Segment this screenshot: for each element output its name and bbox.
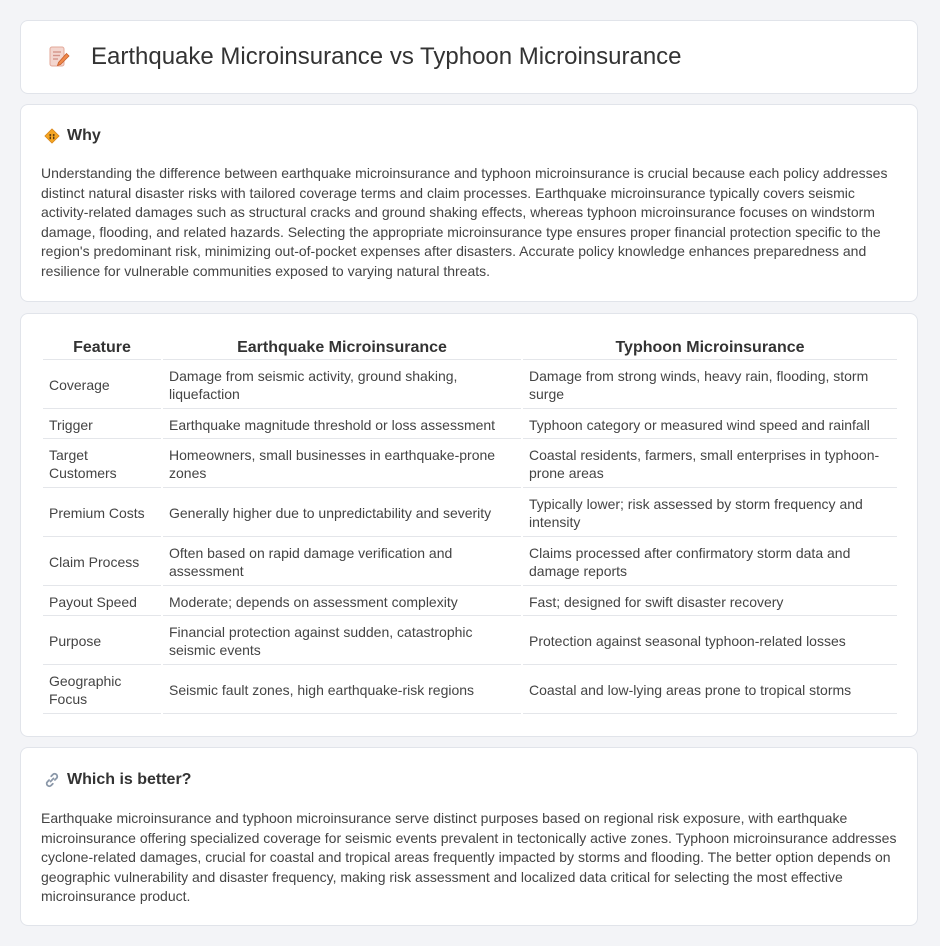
typhoon-cell: Typically lower; risk assessed by storm frequency and intensity <box>523 490 897 537</box>
table-row <box>43 588 897 616</box>
table-row <box>43 362 897 409</box>
earthquake-cell: Damage from seismic activity, ground shaking, liquefaction <box>163 362 521 409</box>
comparison-section <box>20 313 918 737</box>
feature-cell: Payout Speed <box>43 588 161 616</box>
feature-cell: Geographic Focus <box>43 667 161 714</box>
feature-cell: Purpose <box>43 618 161 665</box>
why-section <box>20 104 918 302</box>
table-row <box>43 490 897 537</box>
table-row <box>43 618 897 665</box>
which-is-better-section <box>20 747 918 926</box>
typhoon-cell: Claims processed after confirmatory storm data and damage reports <box>523 539 897 586</box>
why-heading: Why <box>67 127 101 144</box>
typhoon-cell: Protection against seasonal typhoon-related losses <box>523 618 897 665</box>
table-row <box>43 667 897 714</box>
table-row <box>43 411 897 439</box>
typhoon-cell: Damage from strong winds, heavy rain, flooding, storm surge <box>523 362 897 409</box>
table-row <box>43 441 897 488</box>
typhoon-cell: Coastal residents, farmers, small enterprises in typhoon-prone areas <box>523 441 897 488</box>
typhoon-cell: Coastal and low-lying areas prone to tropical storms <box>523 667 897 714</box>
diamond-sign-icon <box>43 127 61 145</box>
table-header-row <box>43 335 897 360</box>
feature-cell: Trigger <box>43 411 161 439</box>
feature-cell: Claim Process <box>43 539 161 586</box>
earthquake-cell: Earthquake magnitude threshold or loss assessment <box>163 411 521 439</box>
link-icon <box>43 771 61 789</box>
earthquake-cell: Seismic fault zones, high earthquake-risk regions <box>163 667 521 714</box>
table-row <box>43 539 897 586</box>
column-header-earthquake: Earthquake Microinsurance <box>163 335 521 360</box>
title-card <box>20 20 918 94</box>
better-paragraph: Earthquake microinsurance and typhoon microinsurance serve distinct purposes based on regional risk exposure, with earthquake microinsurance offering specialized coverage for seismic events prevalent in tectonically active zones. Typhoon microinsurance addresses cyclone-related damages, crucial for coastal and tropical areas frequently impacted by storms and flooding. The better option depends on geographic vulnerability and disaster frequency, making risk assessment and localized data critical for selecting the most effective microinsurance product. <box>41 810 897 904</box>
why-paragraph: Understanding the difference between earthquake microinsurance and typhoon microinsurance is crucial because each policy addresses distinct natural disaster risks with tailored coverage terms and claim processes. Earthquake microinsurance typically covers seismic activity-related damages such as structural cracks and ground shaking effects, whereas typhoon microinsurance focuses on windstorm damage, flooding, and related hazards. Selecting the appropriate microinsurance type ensures proper financial protection specific to the region's predominant risk, minimizing out-of-pocket expenses after disasters. Accurate policy knowledge enhances preparedness and resilience for vulnerable communities exposed to varying natural threats. <box>41 165 888 279</box>
earthquake-cell: Financial protection against sudden, catastrophic seismic events <box>163 618 521 665</box>
earthquake-cell: Often based on rapid damage verification and assessment <box>163 539 521 586</box>
feature-cell: Coverage <box>43 362 161 409</box>
typhoon-cell: Typhoon category or measured wind speed and rainfall <box>523 411 897 439</box>
better-heading-row <box>43 771 191 789</box>
earthquake-cell: Homeowners, small businesses in earthquake-prone zones <box>163 441 521 488</box>
feature-cell: Premium Costs <box>43 490 161 537</box>
document-pencil-icon <box>47 45 71 69</box>
typhoon-cell: Fast; designed for swift disaster recovery <box>523 588 897 616</box>
comparison-table <box>41 333 899 716</box>
column-header-feature: Feature <box>43 335 161 360</box>
feature-cell: Target Customers <box>43 441 161 488</box>
better-heading: Which is better? <box>67 771 192 788</box>
page-title: Earthquake Microinsurance vs Typhoon Microinsurance <box>91 43 682 70</box>
why-heading-row <box>43 127 101 145</box>
earthquake-cell: Generally higher due to unpredictability and severity <box>163 490 521 537</box>
earthquake-cell: Moderate; depends on assessment complexity <box>163 588 521 616</box>
column-header-typhoon: Typhoon Microinsurance <box>523 335 897 360</box>
